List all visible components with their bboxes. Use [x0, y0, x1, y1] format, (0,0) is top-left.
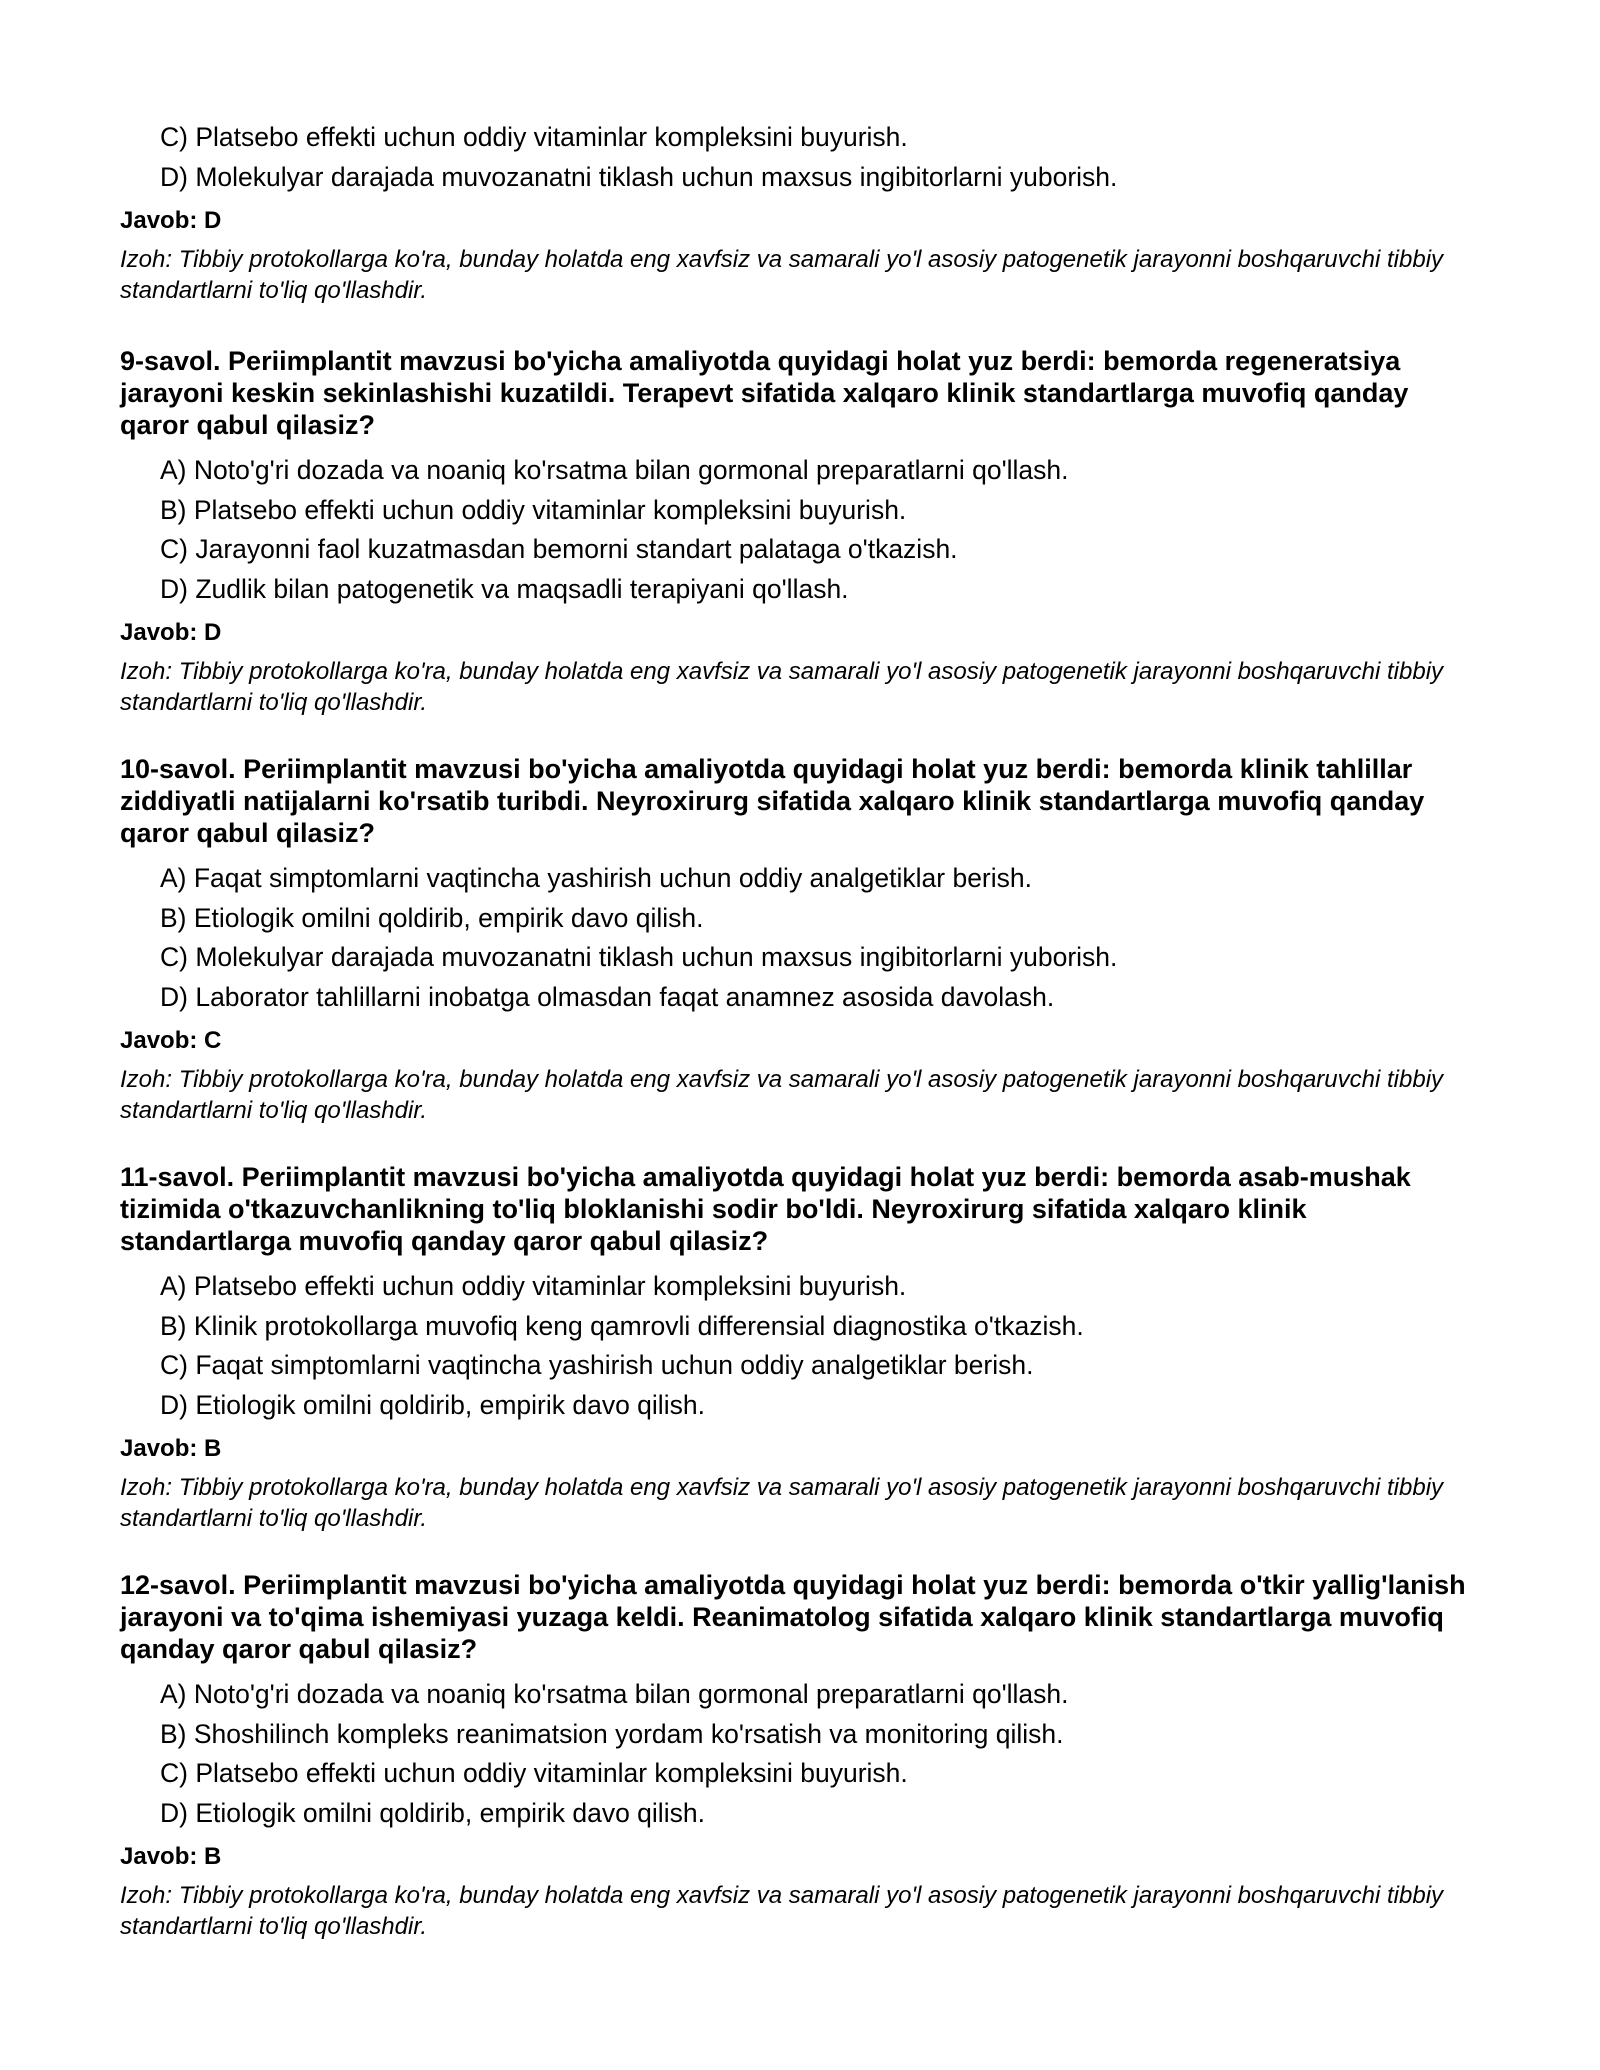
option-b: B) Etiologik omilni qoldirib, empirik davo qilish.	[160, 902, 704, 933]
option-b: B) Platsebo effekti uchun oddiy vitaminlar kompleksini buyurish.	[160, 494, 907, 525]
explanation-note: Izoh: Tibbiy protokollarga ko'ra, bunday holatda eng xavfsiz va samarali yo'l asosiy patogenetik jarayonni boshqaruvchi tibbiy standartlarni to'liq qo'llashdir.	[120, 1066, 1444, 1124]
answer-label: Javob: C	[120, 1027, 222, 1054]
option-d: D) Etiologik omilni qoldirib, empirik davo qilish.	[160, 1389, 705, 1420]
answer-label: Javob: D	[120, 619, 222, 646]
option-list	[120, 1675, 1480, 1833]
option-a: A) Noto'g'ri dozada va noaniq ko'rsatma bilan gormonal preparatlarni qo'llash.	[160, 455, 1069, 485]
option-list	[120, 1267, 1480, 1425]
question-block-12	[120, 1569, 1480, 1942]
option-a: A) Platsebo effekti uchun oddiy vitaminlar kompleksini buyurish.	[160, 1271, 907, 1301]
question-8-continuation	[120, 118, 1480, 306]
question-block-10	[120, 753, 1480, 1126]
question-block-11	[120, 1161, 1480, 1534]
question-text: 10-savol. Periimplantit mavzusi bo'yicha amaliyotda quyidagi holat yuz berdi: bemorda klinik tahlillar ziddiyatli natijalarni ko'rsatib turibdi. Neyroxirurg sifatida xalqaro klinik standartlarga muvofiq qanday qaror qabul qilasiz?	[120, 754, 1425, 848]
option-c: C) Molekulyar darajada muvozanatni tiklash uchun maxsus ingibitorlarni yuborish.	[160, 942, 1118, 972]
option-d: D) Molekulyar darajada muvozanatni tiklash uchun maxsus ingibitorlarni yuborish.	[160, 161, 1118, 192]
explanation-note: Izoh: Tibbiy protokollarga ko'ra, bunday holatda eng xavfsiz va samarali yo'l asosiy patogenetik jarayonni boshqaruvchi tibbiy standartlarni to'liq qo'llashdir.	[120, 1882, 1444, 1940]
option-list	[120, 451, 1480, 609]
option-d: D) Laborator tahlillarni inobatga olmasdan faqat anamnez asosida davolash.	[160, 981, 1055, 1012]
explanation-note: Izoh: Tibbiy protokollarga ko'ra, bunday holatda eng xavfsiz va samarali yo'l asosiy patogenetik jarayonni boshqaruvchi tibbiy standartlarni to'liq qo'llashdir.	[120, 1474, 1444, 1532]
explanation-note: Izoh: Tibbiy protokollarga ko'ra, bunday holatda eng xavfsiz va samarali yo'l asosiy patogenetik jarayonni boshqaruvchi tibbiy standartlarni to'liq qo'llashdir.	[120, 658, 1444, 716]
question-text: 12-savol. Periimplantit mavzusi bo'yicha amaliyotda quyidagi holat yuz berdi: bemorda o'tkir yallig'lanish jarayoni va to'qima ishemiyasi yuzaga keldi. Reanimatolog sifatida xalqaro klinik standartlarga muvofiq qanday qaror qabul qilasiz?	[120, 1570, 1466, 1664]
option-b: B) Klinik protokollarga muvofiq keng qamrovli differensial diagnostika o'tkazish.	[160, 1310, 1084, 1341]
option-c: C) Platsebo effekti uchun oddiy vitaminlar kompleksini buyurish.	[160, 1758, 908, 1788]
option-c: C) Jarayonni faol kuzatmasdan bemorni standart palataga o'tkazish.	[160, 534, 958, 564]
answer-label: Javob: B	[120, 1435, 222, 1462]
option-c: C) Faqat simptomlarni vaqtincha yashirish uchun oddiy analgetiklar berish.	[160, 1350, 1034, 1380]
option-list	[120, 118, 1480, 197]
answer-label: Javob: D	[120, 207, 222, 234]
explanation-note: Izoh: Tibbiy protokollarga ko'ra, bunday holatda eng xavfsiz va samarali yo'l asosiy patogenetik jarayonni boshqaruvchi tibbiy standartlarni to'liq qo'llashdir.	[120, 246, 1444, 304]
question-text: 11-savol. Periimplantit mavzusi bo'yicha amaliyotda quyidagi holat yuz berdi: bemorda asab-mushak tizimida o'tkazuvchanlikning to'liq bloklanishi sodir bo'ldi. Neyroxirurg sifatida xalqaro klinik standartlarga muvofiq qanday qaror qabul qilasiz?	[120, 1162, 1411, 1256]
option-a: A) Noto'g'ri dozada va noaniq ko'rsatma bilan gormonal preparatlarni qo'llash.	[160, 1679, 1069, 1709]
question-block-9	[120, 345, 1480, 718]
option-d: D) Zudlik bilan patogenetik va maqsadli terapiyani qo'llash.	[160, 573, 849, 604]
answer-label: Javob: B	[120, 1843, 222, 1870]
option-d: D) Etiologik omilni qoldirib, empirik davo qilish.	[160, 1797, 705, 1828]
option-a: A) Faqat simptomlarni vaqtincha yashirish uchun oddiy analgetiklar berish.	[160, 863, 1032, 893]
question-text: 9-savol. Periimplantit mavzusi bo'yicha amaliyotda quyidagi holat yuz berdi: bemorda regeneratsiya jarayoni keskin sekinlashishi kuzatildi. Terapevt sifatida xalqaro klinik standartlarga muvofiq qanday qaror qabul qilasiz?	[120, 346, 1409, 440]
option-b: B) Shoshilinch kompleks reanimatsion yordam ko'rsatish va monitoring qilish.	[160, 1718, 1064, 1749]
option-c: C) Platsebo effekti uchun oddiy vitaminlar kompleksini buyurish.	[160, 122, 908, 152]
option-list	[120, 859, 1480, 1017]
